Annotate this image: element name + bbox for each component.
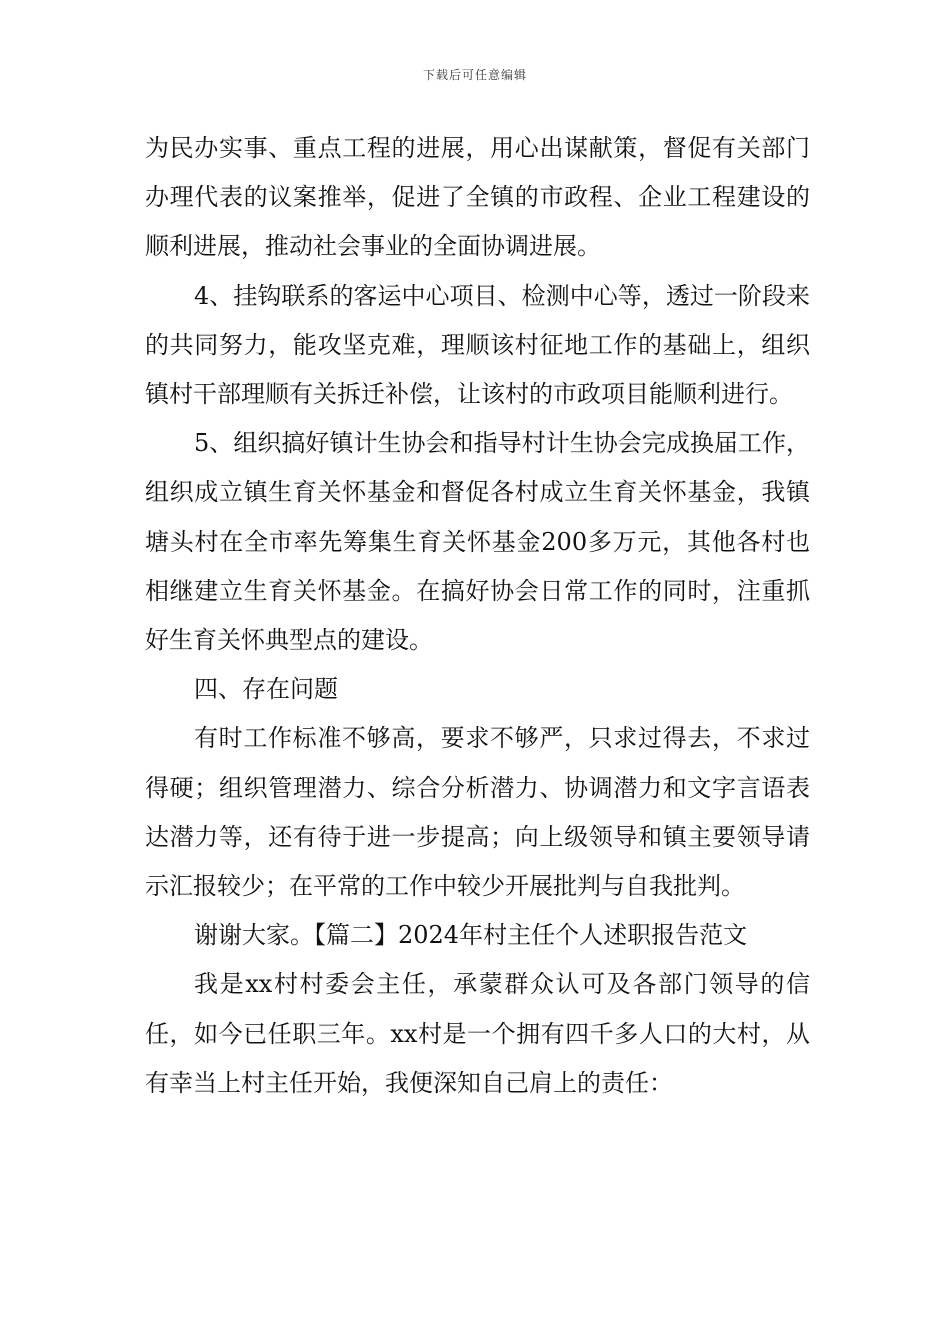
page-header-note: 下载后可任意编辑: [422, 68, 527, 82]
section-heading-problems: 四、存在问题: [194, 675, 338, 704]
paragraph-5: 有时工作标准不够高，要求不够严，只求过得去，不求过得硬；组织管理潜力、综合分析潜力、协调潜力和文字言语表达潜力等，还有待于进一步提高；向上级领导和镇主要领导请示汇报较少；在平常的工作中较少开展批判与自我批判。: [145, 724, 810, 901]
paragraph-1: 为民办实事、重点工程的进展，用心出谋献策，督促有关部门办理代表的议案推举，促进了全镇的市政程、企业工程建设的顺利进展，推动社会事业的全面协调进展。: [145, 134, 810, 261]
paragraph-2: 4、挂钩联系的客运中心项目、检测中心等，透过一阶段来的共同努力，能攻坚克难，理顺该村征地工作的基础上，组织镇村干部理顺有关拆迁补偿，让该村的市政项目能顺利进行。: [145, 281, 810, 409]
paragraph-7: 我是xx村村委会主任，承蒙群众认可及各部门领导的信任，如今已任职三年。xx村是一个拥有四千多人口的大村，从有幸当上村主任开始，我便深知自己肩上的责任：: [145, 970, 810, 1097]
paragraph-3: 5、组织搞好镇计生协会和指导村计生协会完成换届工作，组织成立镇生育关怀基金和督促各村成立生育关怀基金，我镇塘头村在全市率先筹集生育关怀基金200多万元，其他各村也相继建立生育关怀基金。在搞好协会日常工作的同时，注重抓好生育关怀典型点的建设。: [145, 429, 810, 655]
document-body: [145, 124, 810, 1108]
paragraph-6: 谢谢大家。【篇二】2024年村主任个人述职报告范文: [194, 921, 748, 950]
